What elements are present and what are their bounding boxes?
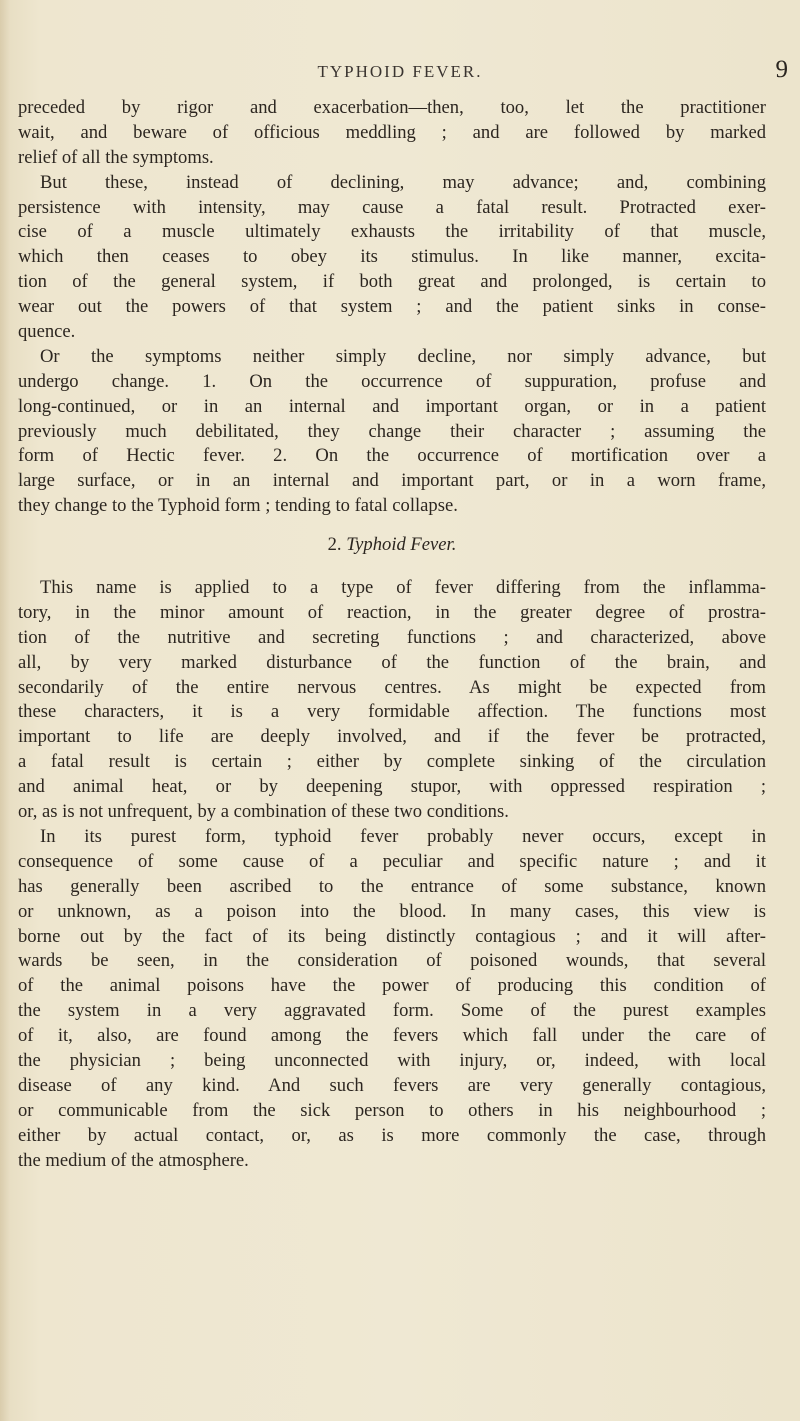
text-line: has generally been ascribed to the entrance of some substance, known	[18, 875, 766, 897]
text-line: tory, in the minor amount of reaction, in the greater degree of prostra-	[18, 601, 766, 623]
text-line: secondarily of the entire nervous centres. As might be expected from	[18, 676, 766, 698]
text-line: which then ceases to obey its stimulus. In like manner, excita-	[18, 246, 766, 268]
text-line: disease of any kind. And such fevers are very generally contagious,	[18, 1074, 766, 1096]
text-line: and animal heat, or by deepening stupor, with oppressed respiration ;	[18, 776, 766, 798]
text-line: of it, also, are found among the fevers which fall under the care of	[18, 1025, 766, 1047]
text-line: tion of the general system, if both great and prolonged, is certain to	[18, 271, 766, 293]
paragraph-3	[18, 345, 766, 519]
text-line: the physician ; being unconnected with injury, or, indeed, with local	[18, 1049, 766, 1071]
text-line: form of Hectic fever. 2. On the occurrence of mortification over a	[18, 445, 766, 467]
text-line: either by actual contact, or, as is more commonly the case, through	[18, 1124, 766, 1146]
text-line: Or the symptoms neither simply decline, nor simply advance, but	[40, 345, 766, 367]
section-heading	[18, 533, 766, 558]
text-line: tion of the nutritive and secreting functions ; and characterized, above	[18, 626, 766, 648]
text-line: persistence with intensity, may cause a fatal result. Protracted exer-	[18, 196, 766, 218]
text-line: preceded by rigor and exacerbation—then, too, let the practitioner	[18, 97, 766, 118]
text-line: large surface, or in an internal and important part, or in a worn frame,	[18, 470, 766, 492]
section-title: Typhoid Fever.	[346, 534, 457, 556]
text-line: cise of a muscle ultimately exhausts the irritability of that muscle,	[18, 221, 766, 243]
text-line: they change to the Typhoid form ; tending to fatal collapse.	[18, 495, 458, 517]
text-line: all, by very marked disturbance of the function of the brain, and	[18, 651, 766, 673]
text-line: these characters, it is a very formidable affection. The functions most	[18, 701, 766, 723]
paragraph-5	[18, 825, 766, 1173]
text-line: the system in a very aggravated form. Some of the purest examples	[18, 1000, 766, 1022]
running-head: TYPHOID FEVER.	[317, 62, 483, 81]
text-line: quence.	[18, 321, 76, 343]
text-line: wards be seen, in the consideration of poisoned wounds, that several	[18, 950, 766, 972]
paragraph-2	[18, 171, 766, 345]
text-line: a fatal result is certain ; either by complete sinking of the circulation	[18, 751, 766, 773]
text-line: In its purest form, typhoid fever probably never occurs, except in	[40, 825, 766, 847]
page-header	[0, 56, 800, 92]
text-line: relief of all the symptoms.	[18, 146, 214, 168]
section-number: 2.	[327, 534, 342, 556]
text-line: This name is applied to a type of fever differing from the inflamma-	[40, 577, 766, 599]
text-line: or unknown, as a poison into the blood. In many cases, this view is	[18, 900, 766, 922]
text-line: undergo change. 1. On the occurrence of suppuration, profuse and	[18, 370, 766, 392]
paragraph-4	[18, 576, 766, 825]
page-gutter-shadow	[0, 0, 10, 1421]
text-line: long-continued, or in an internal and important organ, or in a patient	[18, 395, 766, 417]
text-line: or, as is not unfrequent, by a combination of these two conditions.	[18, 801, 509, 823]
text-line: wear out the powers of that system ; and the patient sinks in conse-	[18, 296, 766, 318]
text-line: consequence of some cause of a peculiar and specific nature ; and it	[18, 850, 766, 872]
text-line: borne out by the fact of its being distinctly contagious ; and it will after-	[18, 925, 766, 947]
text-line: previously much debilitated, they change their character ; assuming the	[18, 420, 766, 442]
text-line: wait, and beware of officious meddling ; and are followed by marked	[18, 121, 766, 143]
page-number: 9	[775, 56, 788, 83]
text-line: But these, instead of declining, may advance; and, combining	[40, 171, 766, 193]
body-text	[18, 96, 766, 1173]
text-line: of the animal poisons have the power of producing this condition of	[18, 975, 766, 997]
text-line: or communicable from the sick person to others in his neighbourhood ;	[18, 1099, 766, 1121]
paragraph-1	[18, 96, 766, 171]
text-line: important to life are deeply involved, and if the fever be protracted,	[18, 726, 766, 748]
text-line: the medium of the atmosphere.	[18, 1149, 249, 1171]
